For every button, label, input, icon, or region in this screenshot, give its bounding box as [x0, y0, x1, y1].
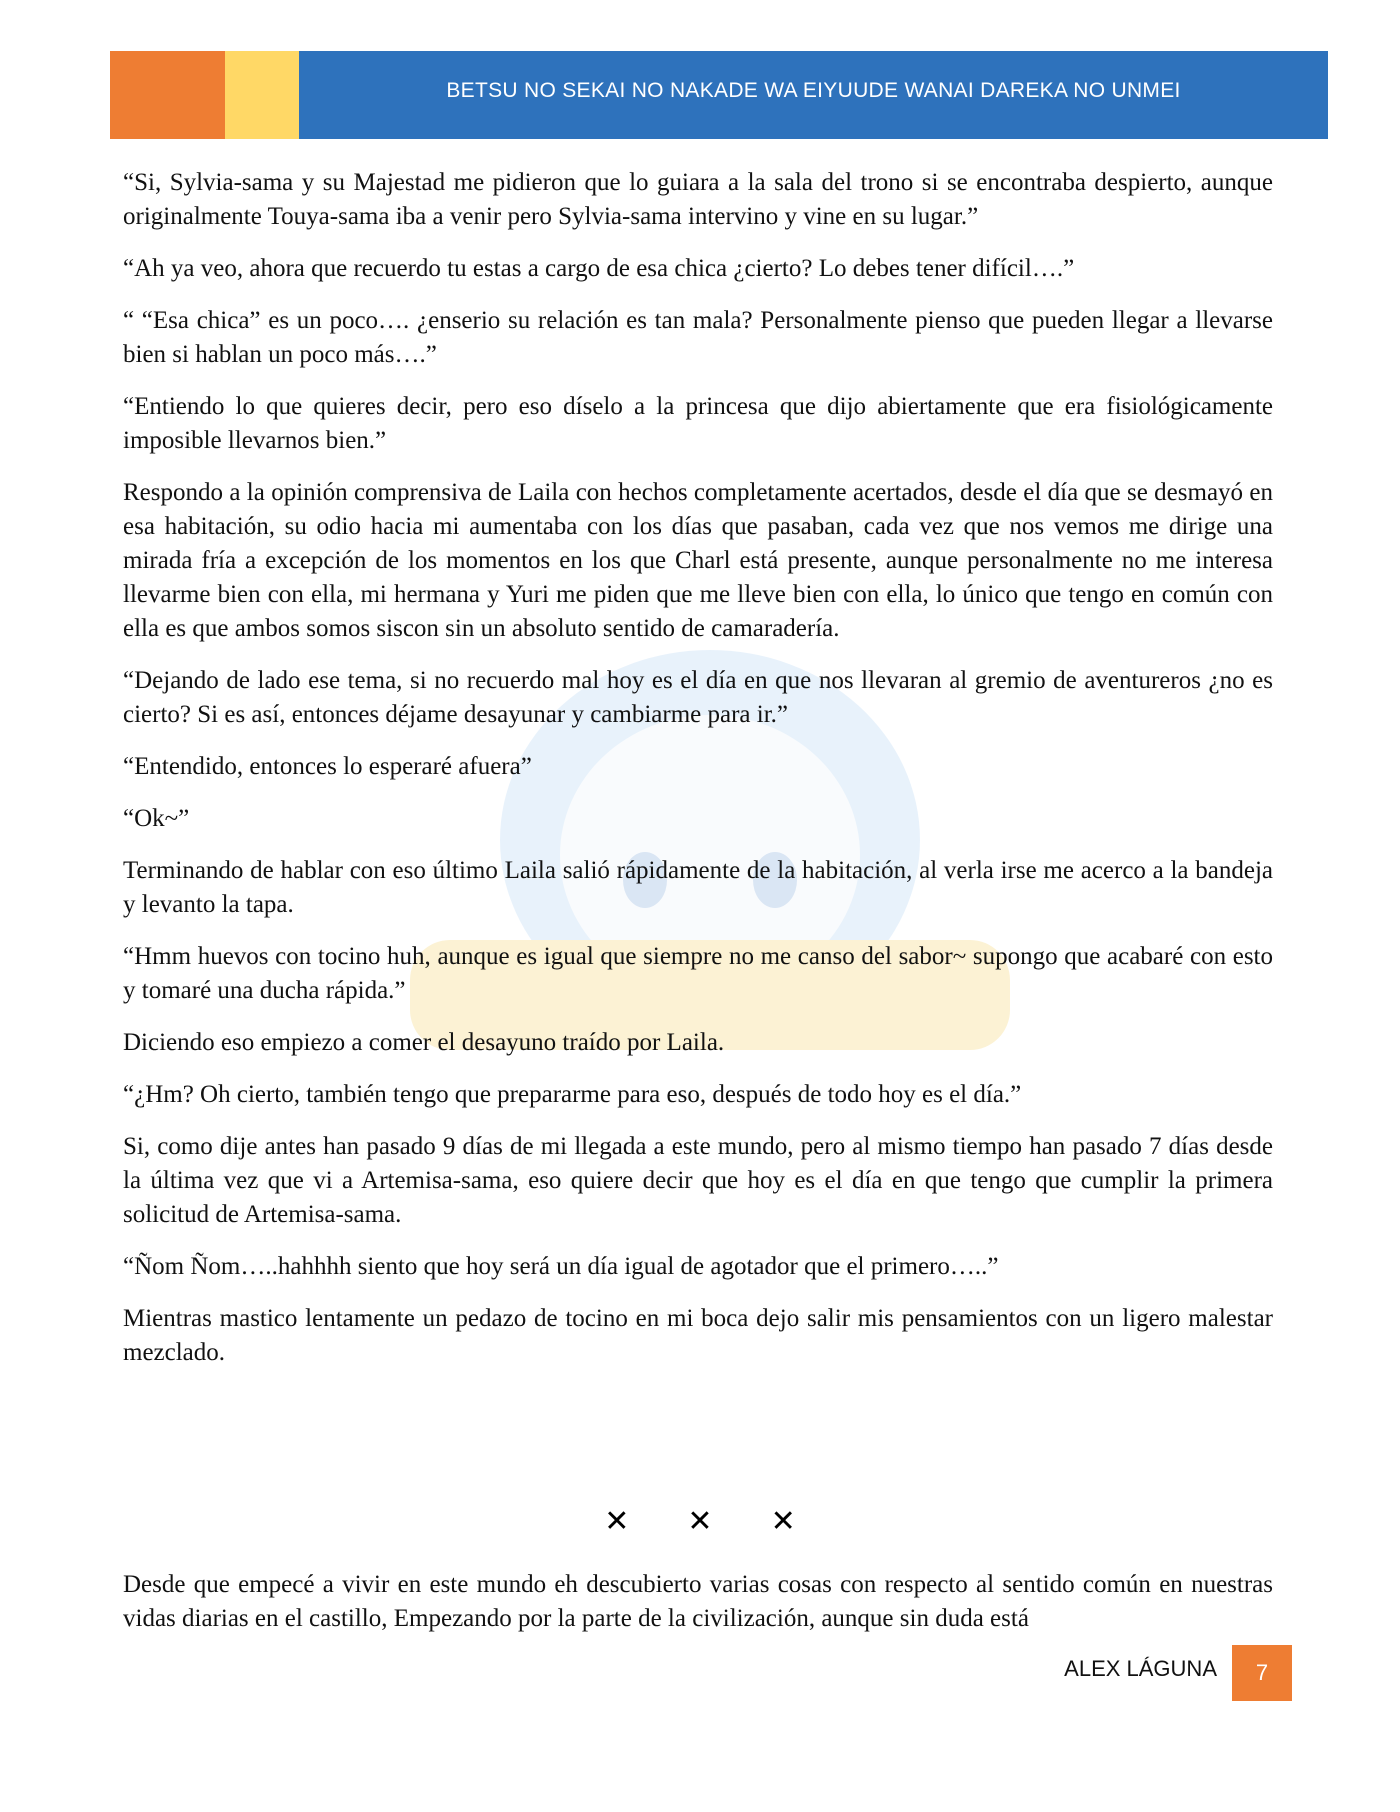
page-header — [110, 51, 1328, 139]
paragraph: Si, como dije antes han pasado 9 días de mi llegada a este mundo, pero al mismo tiempo han pasado 7 días desde la última vez que vi a Artemisa-sama, eso quiere decir que hoy es el día en que tengo que cumplir la primera solicitud de Artemisa-sama. — [123, 1133, 1273, 1228]
paragraph: Desde que empecé a vivir en este mundo eh descubierto varias cosas con respecto al sentido común en nuestras vidas diarias en el castillo, Empezando por la parte de la civilización, aunque sin duda está — [123, 1571, 1273, 1632]
paragraph: “Ñom Ñom…..hahhhh siento que hoy será un día igual de agotador que el primero…..” — [123, 1253, 999, 1280]
page-number: 7 — [1232, 1645, 1292, 1701]
paragraph: “Si, Sylvia-sama y su Majestad me pidieron que lo guiara a la sala del trono si se encontraba despierto, aunque originalmente Touya-sama iba a venir pero Sylvia-sama intervino y vine en su lugar.” — [123, 169, 1273, 230]
separator-cross-icon: ✕ — [687, 1504, 713, 1539]
header-title-bar — [299, 51, 1328, 139]
paragraph: “Entiendo lo que quieres decir, pero eso díselo a la princesa que dijo abiertamente que era fisiológicamente imposible llevarnos bien.” — [123, 393, 1273, 454]
paragraph: “Hmm huevos con tocino huh, aunque es igual que siempre no me canso del sabor~ supongo que acabaré con esto y tomaré una ducha rápida.” — [123, 943, 1273, 1004]
paragraph: Respondo a la opinión comprensiva de Laila con hechos completamente acertados, desde el día que se desmayó en esa habitación, su odio hacia mi aumentaba con los días que pasaban, cada vez que nos vemos me dirige una mirada fría a excepción de los momentos en los que Charl está presente, aunque personalmente no me interesa llevarme bien con ella, mi hermana y Yuri me piden que me lleve bien con ella, lo único que tengo en común con ella es que ambos somos siscon sin un absoluto sentido de camaradería. — [123, 479, 1273, 642]
paragraph: “Entendido, entonces lo esperaré afuera” — [123, 753, 532, 780]
footer-author: ALEX LÁGUNA — [1064, 1656, 1217, 1681]
header-title: BETSU NO SEKAI NO NAKADE WA EIYUUDE WANAI DAREKA NO UNMEI — [446, 79, 1181, 102]
paragraph: Terminando de hablar con eso último Laila salió rápidamente de la habitación, al verla irse me acerco a la bandeja y levanto la tapa. — [123, 857, 1273, 918]
continuation-text — [123, 1568, 1273, 1636]
paragraph: Diciendo eso empiezo a comer el desayuno traído por Laila. — [123, 1029, 725, 1056]
header-orange-block — [110, 51, 225, 139]
header-yellow-block — [225, 51, 299, 139]
paragraph: “Ok~” — [123, 805, 190, 832]
separator-cross-icon: ✕ — [770, 1504, 796, 1539]
story-body — [123, 166, 1273, 1388]
separator-cross-icon: ✕ — [604, 1504, 630, 1539]
paragraph: “ “Esa chica” es un poco…. ¿enserio su relación es tan mala? Personalmente pienso que pueden llegar a llevarse bien si hablan un poco más….” — [123, 307, 1273, 368]
scene-separator — [0, 1504, 1400, 1539]
paragraph: “Ah ya veo, ahora que recuerdo tu estas a cargo de esa chica ¿cierto? Lo debes tener difícil….” — [123, 255, 1075, 282]
paragraph: Mientras mastico lentamente un pedazo de tocino en mi boca dejo salir mis pensamientos con un ligero malestar mezclado. — [123, 1305, 1273, 1366]
paragraph: “Dejando de lado ese tema, si no recuerdo mal hoy es el día en que nos llevaran al gremio de aventureros ¿no es cierto? Si es así, entonces déjame desayunar y cambiarme para ir.” — [123, 667, 1273, 728]
paragraph: “¿Hm? Oh cierto, también tengo que prepararme para eso, después de todo hoy es el día.” — [123, 1081, 1022, 1108]
